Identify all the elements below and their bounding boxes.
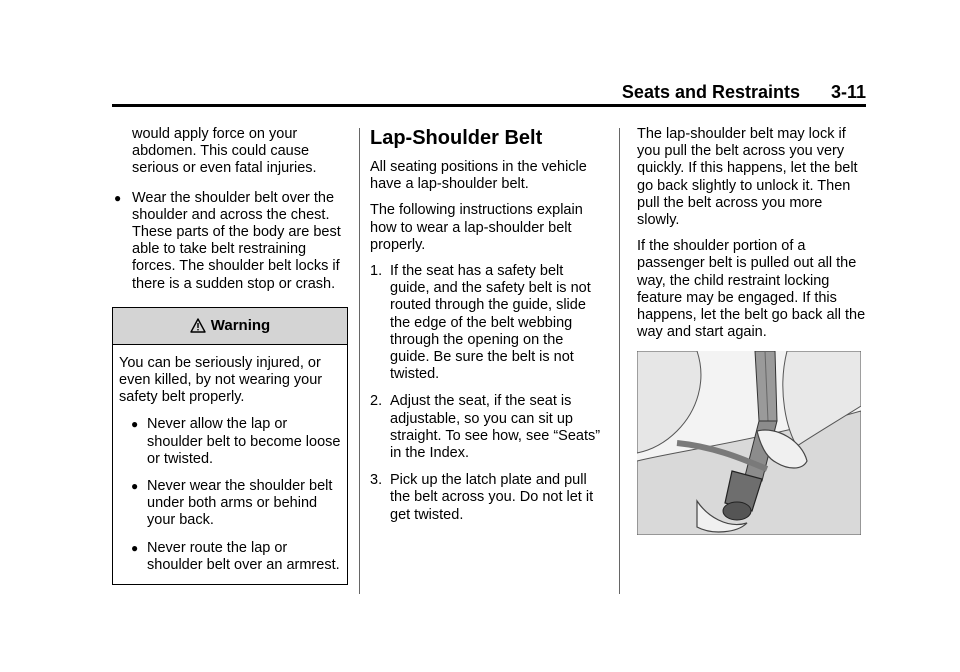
section-heading: Lap-Shoulder Belt: [370, 127, 543, 149]
warning-bullet-text: Never route the lap or shoulder belt over an armrest.: [147, 539, 340, 573]
bullet-icon: ●: [131, 479, 139, 494]
warning-bullet-text: Never wear the shoulder belt under both arms or behind your back.: [147, 478, 333, 529]
step-item: [370, 472, 606, 524]
column-divider: [619, 128, 620, 594]
page-header: [112, 82, 866, 107]
warning-bullet: [119, 416, 341, 468]
warning-header: [113, 308, 347, 345]
paragraph: If the shoulder portion of a passenger belt is pulled out all the way, the child restraint locking feature may be engaged. If this happens, let the belt go back all the way and start again.: [637, 238, 866, 341]
paragraph: All seating positions in the vehicle have a lap-shoulder belt.: [370, 159, 587, 193]
warning-box: [112, 307, 348, 585]
bullet-icon: ●: [114, 190, 122, 205]
bullet-item: [112, 190, 348, 293]
column-right: [637, 126, 867, 350]
warning-title: Warning: [210, 317, 271, 335]
page-number: 3-11: [830, 82, 866, 102]
step-text: Adjust the seat, if the seat is adjustable, so you can sit up straight. To see how, see “Seats” in the Index.: [390, 393, 601, 462]
paragraph: The lap-shoulder belt may lock if you pull the belt across you very quickly. If this happens, let the belt go back slightly to unlock it. Then pull the belt across you more slowly.: [637, 126, 858, 229]
step-text: If the seat has a safety belt guide, and the safety belt is not routed through the guide, slide the edge of the belt webbing through the opening on the guide. Be sure the belt is not twisted.: [390, 263, 591, 383]
step-text: Pick up the latch plate and pull the belt across you. Do not let it get twisted.: [390, 472, 594, 523]
bullet-icon: ●: [131, 417, 139, 432]
bullet-text: Wear the shoulder belt over the shoulder and across the chest. These parts of the body are best able to take belt restraining forces. The shoulder belt locks if there is a sudden stop or crash.: [132, 189, 341, 292]
step-item: [370, 393, 606, 462]
step-number: 3.: [370, 472, 383, 489]
paragraph: The following instructions explain how to wear a lap-shoulder belt properly.: [370, 202, 583, 253]
column-left: [112, 126, 348, 585]
step-number: 2.: [370, 393, 383, 410]
warning-body: [113, 345, 347, 584]
continued-text: would apply force on your abdomen. This could cause serious or even fatal injuries.: [132, 126, 317, 177]
column-middle: [370, 126, 606, 534]
step-number: 1.: [370, 263, 383, 280]
step-item: [370, 263, 606, 383]
bullet-icon: ●: [131, 540, 139, 555]
seat-belt-illustration: [637, 351, 861, 535]
warning-bullet: [119, 540, 341, 574]
warning-icon: [190, 318, 206, 333]
warning-bullet: [119, 478, 341, 530]
section-title: Seats and Restraints: [621, 82, 800, 102]
warning-intro: You can be seriously injured, or even killed, by not wearing your safety belt properly.: [119, 354, 323, 406]
column-divider: [359, 128, 360, 594]
warning-bullet-text: Never allow the lap or shoulder belt to become loose or twisted.: [147, 416, 341, 467]
